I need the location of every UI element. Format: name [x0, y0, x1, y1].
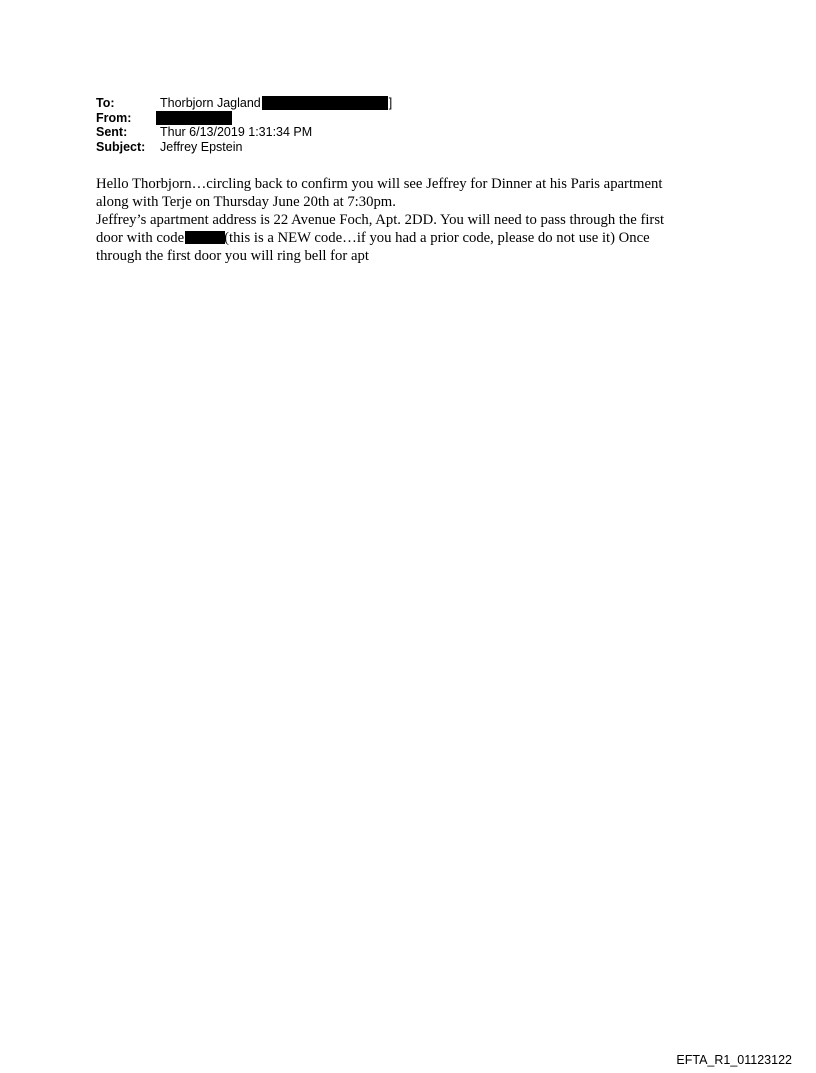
sent-row: [96, 125, 392, 140]
sent-label: Sent:: [96, 125, 128, 139]
body-line: Jeffrey’s apartment address is 22 Avenue Foch, Apt. 2DD. You will need to pass through the first: [96, 212, 665, 228]
to-value-group: [160, 96, 392, 111]
body-line: through the first door you will ring bell for apt: [96, 248, 369, 264]
email-body: [96, 175, 736, 265]
to-row: [96, 96, 392, 111]
redaction-box: [262, 96, 388, 110]
body-line: [96, 229, 736, 247]
subject-label: Subject:: [96, 139, 146, 154]
redaction-box: [156, 111, 232, 125]
to-value: Thorbjorn Jagland: [160, 96, 261, 110]
body-line-before-code: door with code: [96, 230, 185, 246]
sent-value: Thur 6/13/2019 1:31:34 PM: [160, 125, 313, 139]
subject-row: [96, 140, 392, 155]
from-row: [96, 111, 392, 126]
body-line-after-code: (this is a NEW code…if you had a prior code, please do not use it) Once: [224, 230, 650, 246]
body-line: Hello Thorbjorn…circling back to confirm you will see Jeffrey for Dinner at his Paris apartment: [96, 176, 663, 192]
document-id: EFTA_R1_01123122: [676, 1053, 792, 1067]
redaction-box: [185, 231, 225, 244]
to-bracket: ]: [388, 96, 393, 110]
to-label: To:: [96, 96, 115, 110]
from-label: From:: [96, 110, 132, 125]
subject-value: Jeffrey Epstein: [160, 139, 243, 154]
email-header: [96, 96, 392, 154]
body-line: along with Terje on Thursday June 20th at 7:30pm.: [96, 194, 396, 210]
